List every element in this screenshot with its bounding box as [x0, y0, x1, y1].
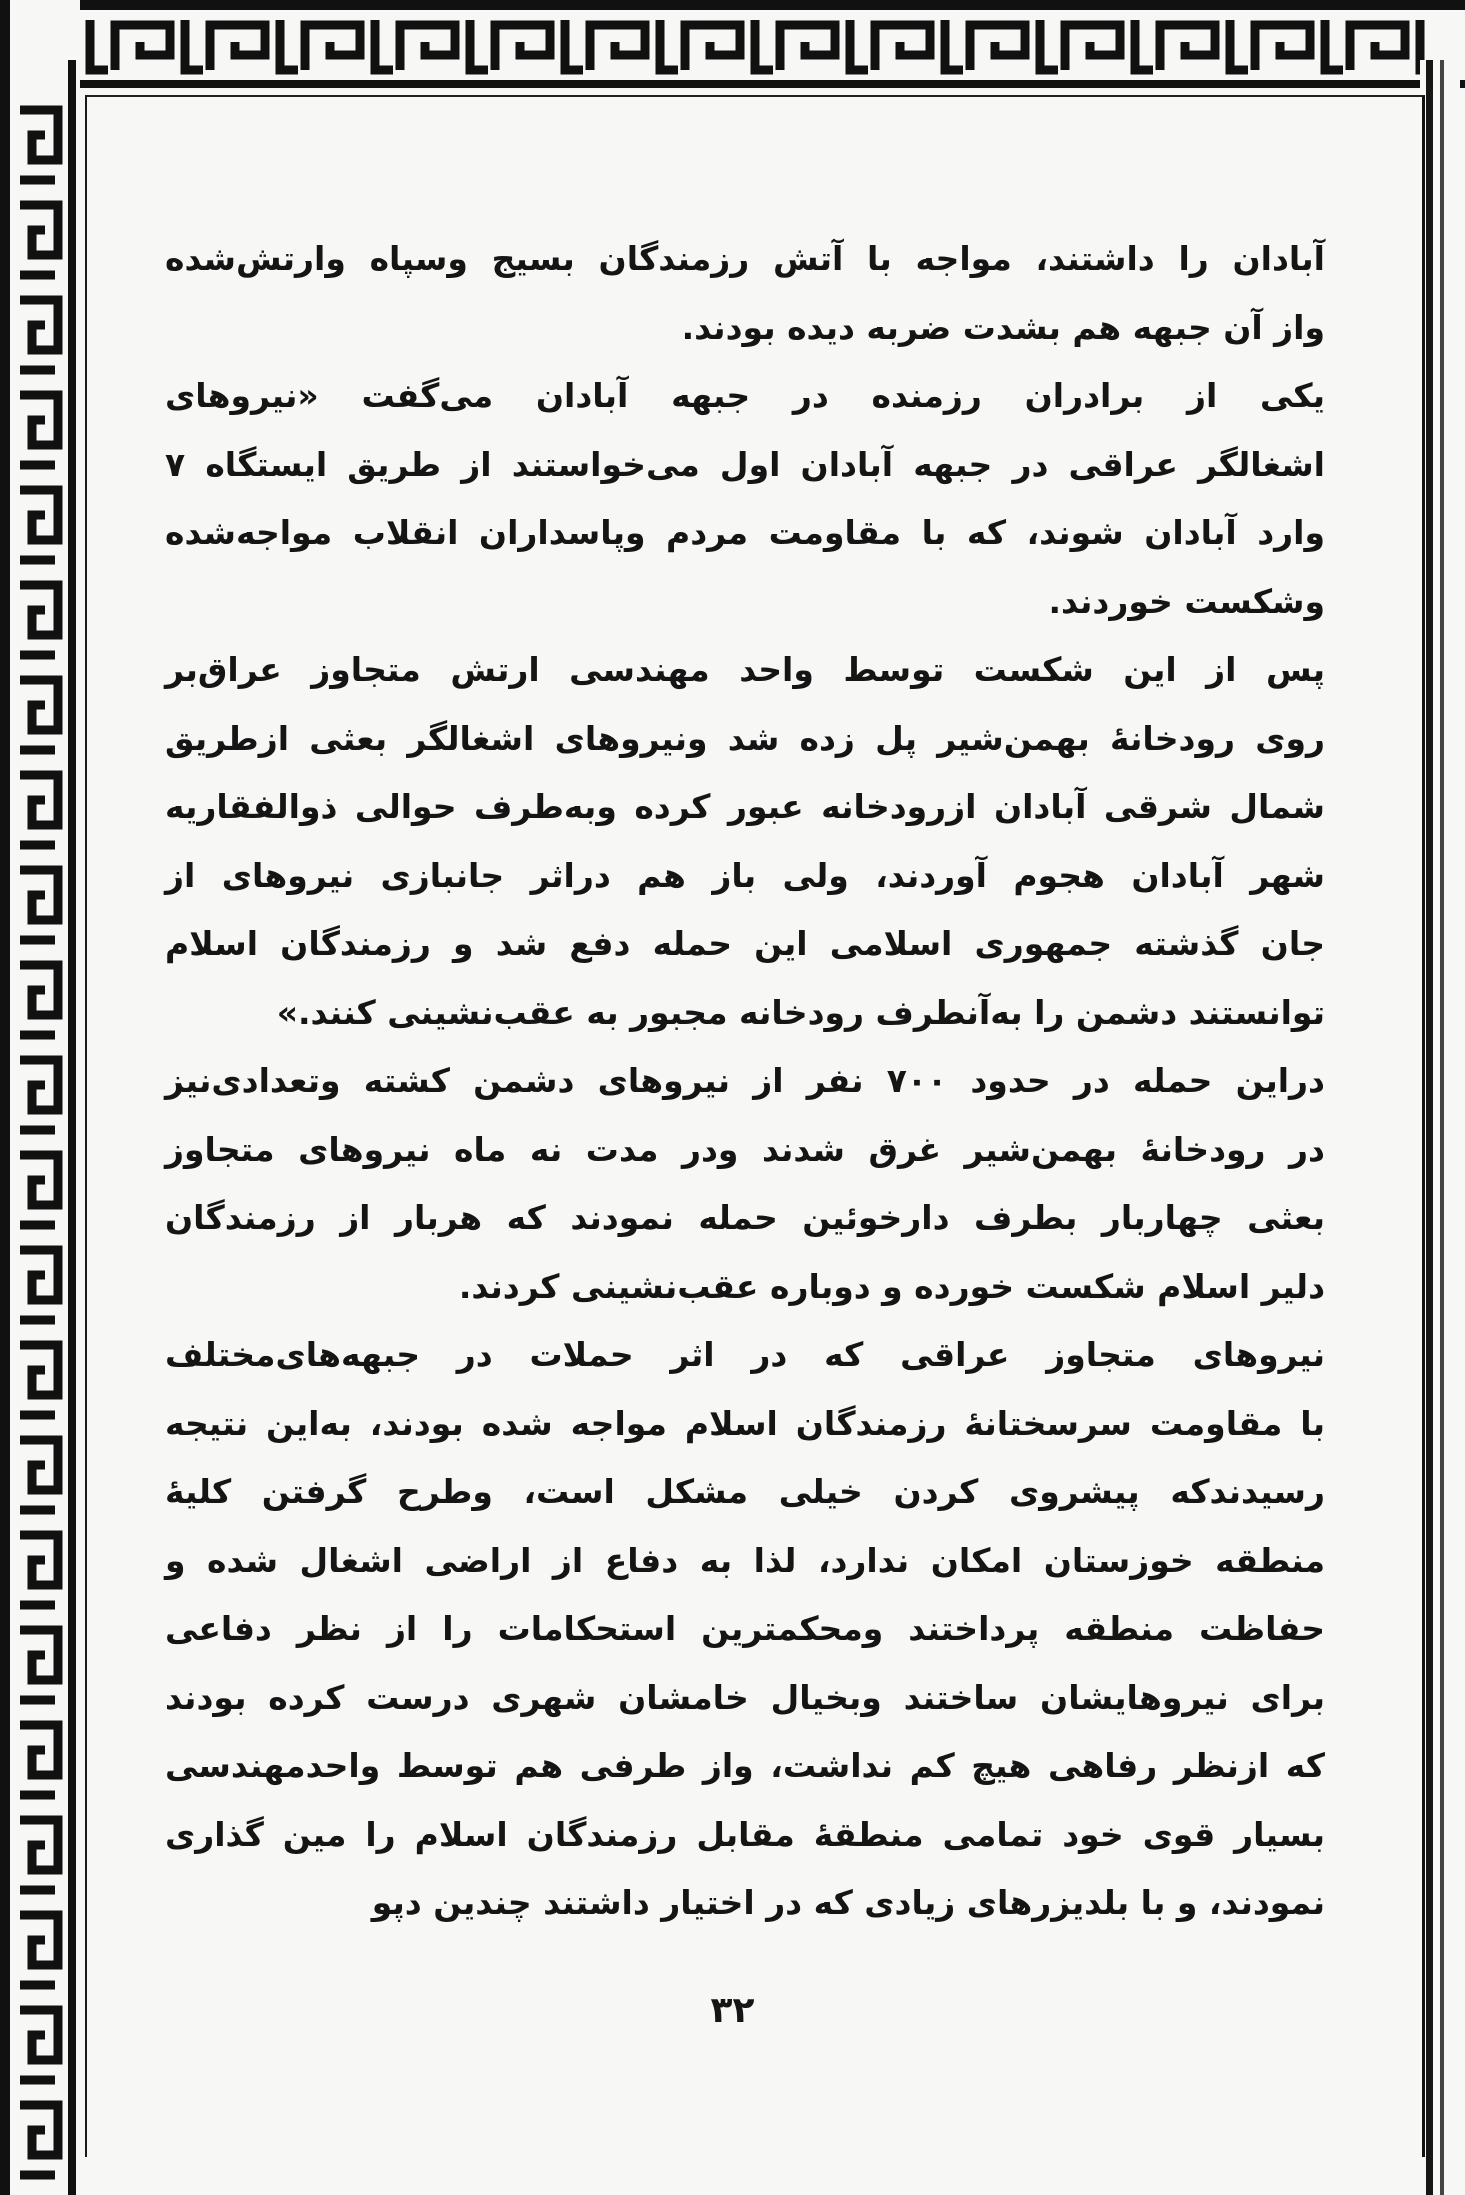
text-line: در رودخانهٔ بهمن‌شیر غرق شدند ودر مدت نه ماه نیروهای متجاوز [165, 1129, 1325, 1169]
text-line: دراین حمله در حدود ۷۰۰ نفر از نیروهای دشمن کشته وتعدادی‌نیز [165, 1061, 1325, 1100]
text-line: نیروهای متجاوز عراقی که در اثر حملات در جبهه‌های‌مختلف [165, 1335, 1325, 1374]
text-line: نمودند، و با بلدیزرهای زیادی که در اختیار داشتند چندین دپو [371, 1883, 1325, 1922]
text-line: دلیر اسلام شکست خورده و دوباره عقب‌نشینی کردند. [458, 1266, 1325, 1306]
text-line: وشکست خوردند. [1048, 581, 1325, 621]
text-line: برای نیروهایشان ساختند وبخیال خامشان شهری درست کرده بودند [165, 1677, 1325, 1717]
text-line: جان گذشته جمهوری اسلامی این حمله دفع شد و رزمندگان اسلام [165, 924, 1325, 963]
text-line: وارد آبادان شوند، که با مقاومت مردم وپاسداران انقلاب مواجه‌شده [165, 513, 1325, 552]
text-line: با مقاومت سرسختانهٔ رزمندگان اسلام مواجه شده بودند، به‌این نتیجه [165, 1403, 1325, 1443]
decorative-border-left [0, 0, 80, 2195]
text-line: آبادان را داشتند، مواجه با آتش رزمندگان بسیج وسپاه وارتش‌شده [165, 239, 1325, 278]
text-line: بسیار قوی خود تمامی منطقهٔ مقابل رزمندگان اسلام را مین گذاری [165, 1814, 1325, 1854]
text-line: واز آن جبهه هم بشدت ضربه دیده بودند. [681, 307, 1325, 347]
text-line: توانستند دشمن را به‌آنطرف رودخانه مجبور به عقب‌نشینی کنند.» [276, 992, 1325, 1032]
text-line: یکی از برادران رزمنده در جبهه آبادان می‌گفت «نیروهای [165, 376, 1325, 415]
text-line: که ازنظر رفاهی هیچ کم نداشت، واز طرفی هم توسط واحدمهندسی [165, 1746, 1325, 1785]
text-line: منطقه خوزستان امکان ندارد، لذا به دفاع از اراضی اشغال شده و [165, 1540, 1325, 1580]
text-line: بعثی چهاربار بطرف دارخوئین حمله نمودند که هربار از رزمندگان [165, 1198, 1325, 1237]
text-line: روی رودخانهٔ بهمن‌شیر پل زده شد ونیروهای اشغالگر بعثی ازطریق [165, 718, 1325, 758]
text-line: رسیدند‌که پیشروی کردن خیلی مشکل است، وطرح گرفتن کلیهٔ [165, 1472, 1325, 1511]
text-line: اشغالگر عراقی در جبهه آبادان اول می‌خواستند از طریق ایستگاه ۷ [165, 444, 1325, 484]
body-text [165, 225, 1325, 1938]
decorative-border-right [1420, 60, 1460, 2195]
text-line: شهر آبادان هجوم آوردند، ولی باز هم دراثر جانبازی نیروهای از [165, 855, 1325, 895]
page-number: ۳۲ [710, 1990, 755, 2031]
text-line: حفاظت منطقه پرداختند ومحکمترین استحکامات را از نظر دفاعی [165, 1609, 1325, 1648]
decorative-border-top [0, 0, 1465, 95]
text-line: پس از این شکست توسط واحد مهندسی ارتش متجاوز عراق‌بر [165, 650, 1325, 689]
text-line: شمال شرقی آبادان ازرودخانه عبور کرده وبه‌طرف حوالی ذوالفقاریه [165, 787, 1325, 826]
